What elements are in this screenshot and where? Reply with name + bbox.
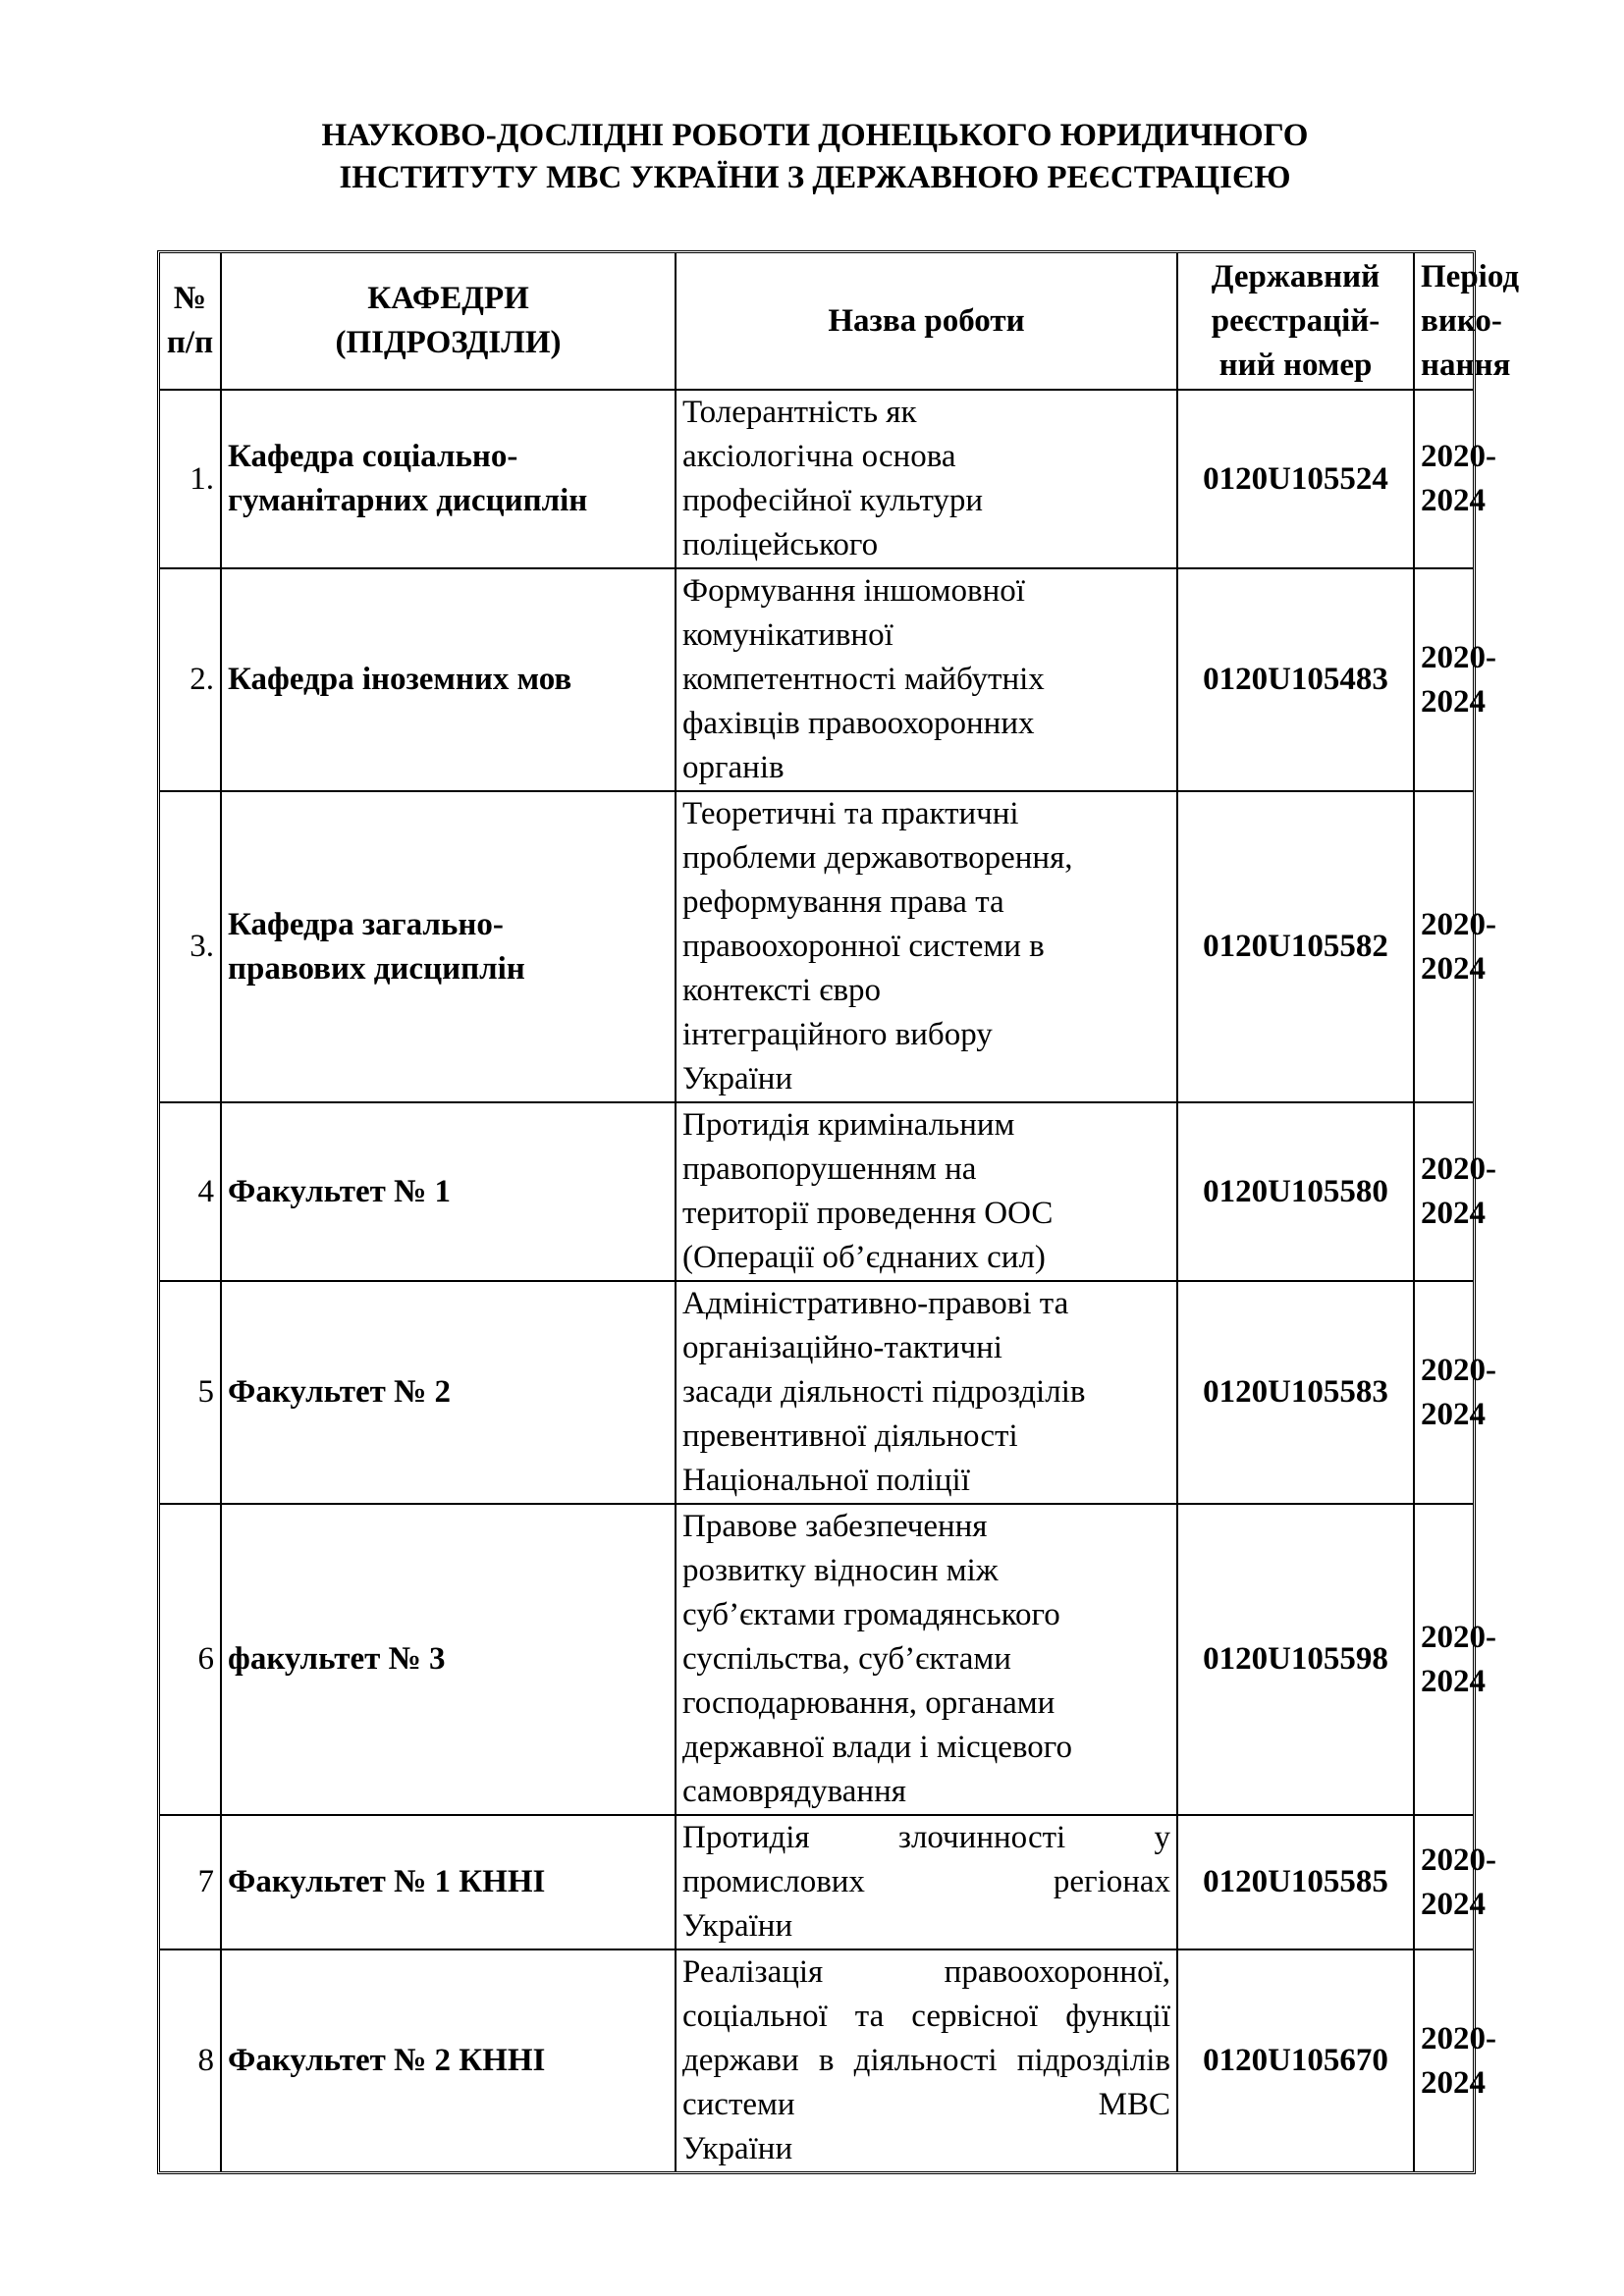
period-line: 2020- (1421, 1151, 1496, 1187)
table-row (160, 1814, 1473, 1949)
department-cell (220, 1280, 675, 1503)
work-title-line: самоврядування (682, 1774, 906, 1809)
department-line: Кафедра іноземних мов (228, 662, 572, 697)
row-number: 2. (160, 567, 220, 790)
header-reg-line: ний номер (1218, 347, 1373, 383)
work-title-text: Протидія злочинності у промислових регіонах (682, 1820, 1170, 1899)
row-number: 8 (160, 1949, 220, 2171)
table-row (160, 1949, 1473, 2171)
period-line: 2024 (1421, 1886, 1486, 1922)
table-row (160, 790, 1473, 1101)
header-num-line: № (173, 281, 207, 316)
period-cell (1413, 1503, 1496, 1814)
registration-number: 0120U105585 (1176, 1814, 1413, 1949)
period-cell (1413, 790, 1496, 1101)
table-row (160, 1101, 1473, 1280)
work-title-line: України (682, 1061, 793, 1096)
department-cell (220, 1949, 675, 2171)
work-title-line: органів (682, 750, 785, 785)
work-title-cell (675, 1503, 1176, 1814)
period-line: 2024 (1421, 483, 1486, 518)
header-reg-line: реєстрацій- (1211, 302, 1380, 339)
department-line: Кафедра соціально- (228, 439, 518, 474)
work-title-line: компетентності майбутніх (682, 662, 1045, 697)
department-line: Факультет № 1 КННІ (228, 1864, 546, 1899)
period-line: 2020- (1421, 906, 1496, 942)
header-reg (1176, 253, 1413, 389)
period-cell (1413, 1101, 1496, 1280)
work-title-cell (675, 1814, 1176, 1949)
period-line: 2020- (1421, 1842, 1496, 1878)
header-dept (220, 253, 675, 389)
department-line: гуманітарних дисциплін (228, 483, 588, 518)
department-line: факультет № 3 (228, 1641, 446, 1677)
row-number: 4 (160, 1101, 220, 1280)
work-title-line: Адміністративно-правові та (682, 1286, 1069, 1321)
work-title-line: поліцейського (682, 527, 879, 562)
header-num-line: п/п (166, 325, 214, 360)
registration-number: 0120U105670 (1176, 1949, 1413, 2171)
department-line: правових дисциплін (228, 950, 525, 987)
header-work: Назва роботи (675, 253, 1176, 389)
period-line: 2020- (1421, 1352, 1496, 1388)
period-line: 2020- (1421, 439, 1496, 474)
work-title-line: України (682, 1908, 793, 1944)
period-line: 2024 (1421, 1396, 1486, 1432)
work-title-line: розвитку відносин між (682, 1553, 999, 1588)
period-line: 2024 (1421, 683, 1486, 720)
work-title-line: проблеми державотворення, (682, 840, 1073, 876)
work-title-line: суспільства, суб’єктами (682, 1641, 1011, 1677)
work-title-line: Толерантність як (682, 395, 917, 430)
work-title-line: контексті євро (682, 973, 882, 1008)
title-line-1: НАУКОВО-ДОСЛІДНІ РОБОТИ ДОНЕЦЬКОГО ЮРИДИЧНОГО (321, 118, 1309, 153)
header-period (1413, 253, 1520, 389)
department-line: Факультет № 2 КННІ (228, 2043, 546, 2078)
department-cell (220, 567, 675, 790)
period-line: 2024 (1421, 2064, 1486, 2101)
header-period-line: нання (1421, 347, 1511, 383)
period-line: 2020- (1421, 2020, 1496, 2056)
table-row (160, 567, 1473, 790)
work-title-line: державної влади і місцевого (682, 1730, 1072, 1765)
header-dept-line: КАФЕДРИ (367, 281, 529, 316)
document-title (157, 115, 1473, 199)
work-title-line: суб’єктами громадянського (682, 1597, 1060, 1632)
header-period-line: вико- (1421, 302, 1502, 339)
header-period-line: Період (1421, 258, 1520, 294)
row-number: 1. (160, 389, 220, 567)
title-line-2: ІНСТИТУТУ МВС УКРАЇНИ З ДЕРЖАВНОЮ РЕЄСТРАЦІЄЮ (339, 160, 1291, 195)
work-title-line: фахівців правоохоронних (682, 706, 1035, 741)
registration-number: 0120U105580 (1176, 1101, 1413, 1280)
work-title-line: Теоретичні та практичні (682, 796, 1019, 831)
work-title-line: (Операції об’єднаних сил) (682, 1240, 1046, 1275)
work-title-line: України (682, 2131, 793, 2166)
department-line: Факультет № 1 (228, 1173, 452, 1209)
table-header-row (160, 253, 1473, 389)
period-cell (1413, 389, 1496, 567)
work-title-line: правоохоронної системи в (682, 929, 1045, 964)
department-cell (220, 1814, 675, 1949)
period-cell (1413, 567, 1496, 790)
period-cell (1413, 1814, 1496, 1949)
registration-number: 0120U105524 (1176, 389, 1413, 567)
table-row (160, 1280, 1473, 1503)
work-title-line: Протидія кримінальним (682, 1107, 1015, 1143)
period-line: 2020- (1421, 639, 1496, 675)
work-title-line: аксіологічна основа (682, 439, 956, 474)
work-title-cell (675, 567, 1176, 790)
registration-number: 0120U105583 (1176, 1280, 1413, 1503)
work-title-cell (675, 790, 1176, 1101)
row-number: 7 (160, 1814, 220, 1949)
period-line: 2024 (1421, 1663, 1486, 1699)
header-dept-line: (ПІДРОЗДІЛИ) (335, 325, 562, 360)
period-line: 2024 (1421, 1196, 1486, 1231)
work-title-line: засади діяльності підрозділів (682, 1374, 1086, 1410)
table-row (160, 1503, 1473, 1814)
work-title-line: організаційно-тактичні (682, 1330, 1002, 1365)
registration-number: 0120U105582 (1176, 790, 1413, 1101)
work-title-line: комунікативної (682, 617, 893, 653)
department-cell (220, 1101, 675, 1280)
work-title-line: інтеграційного вибору (682, 1017, 993, 1052)
registration-number: 0120U105598 (1176, 1503, 1413, 1814)
department-cell (220, 1503, 675, 1814)
work-title-text: Реалізація правоохоронної, соціальної та сервісної функції держави в діяльності підрозділів системи МВС (682, 1954, 1170, 2122)
work-title-line: Правове забезпечення (682, 1509, 988, 1544)
work-title-line: професійної культури (682, 483, 984, 518)
period-cell (1413, 1949, 1496, 2171)
work-title-cell (675, 1101, 1176, 1280)
department-cell (220, 389, 675, 567)
work-title-line: превентивної діяльності (682, 1418, 1018, 1454)
period-cell (1413, 1280, 1496, 1503)
period-line: 2024 (1421, 950, 1486, 987)
work-title-cell (675, 1280, 1176, 1503)
period-line: 2020- (1421, 1619, 1496, 1655)
header-reg-line: Державний (1211, 258, 1380, 294)
work-title-line: правопорушенням на (682, 1151, 977, 1187)
research-works-table (157, 250, 1520, 2174)
department-line: Факультет № 2 (228, 1374, 452, 1410)
row-number: 5 (160, 1280, 220, 1503)
work-title-cell (675, 389, 1176, 567)
department-line: Кафедра загально- (228, 906, 504, 942)
row-number: 6 (160, 1503, 220, 1814)
table-row (160, 389, 1473, 567)
work-title-line: реформування права та (682, 884, 1004, 920)
row-number: 3. (160, 790, 220, 1101)
registration-number: 0120U105483 (1176, 567, 1413, 790)
work-title-line: Формування іншомовної (682, 573, 1025, 609)
work-title-line: території проведення ООС (682, 1196, 1054, 1231)
department-cell (220, 790, 675, 1101)
work-title-cell (675, 1949, 1176, 2171)
work-title-line: господарювання, органами (682, 1685, 1056, 1721)
header-num (160, 253, 220, 389)
work-title-line: Національної поліції (682, 1463, 970, 1498)
